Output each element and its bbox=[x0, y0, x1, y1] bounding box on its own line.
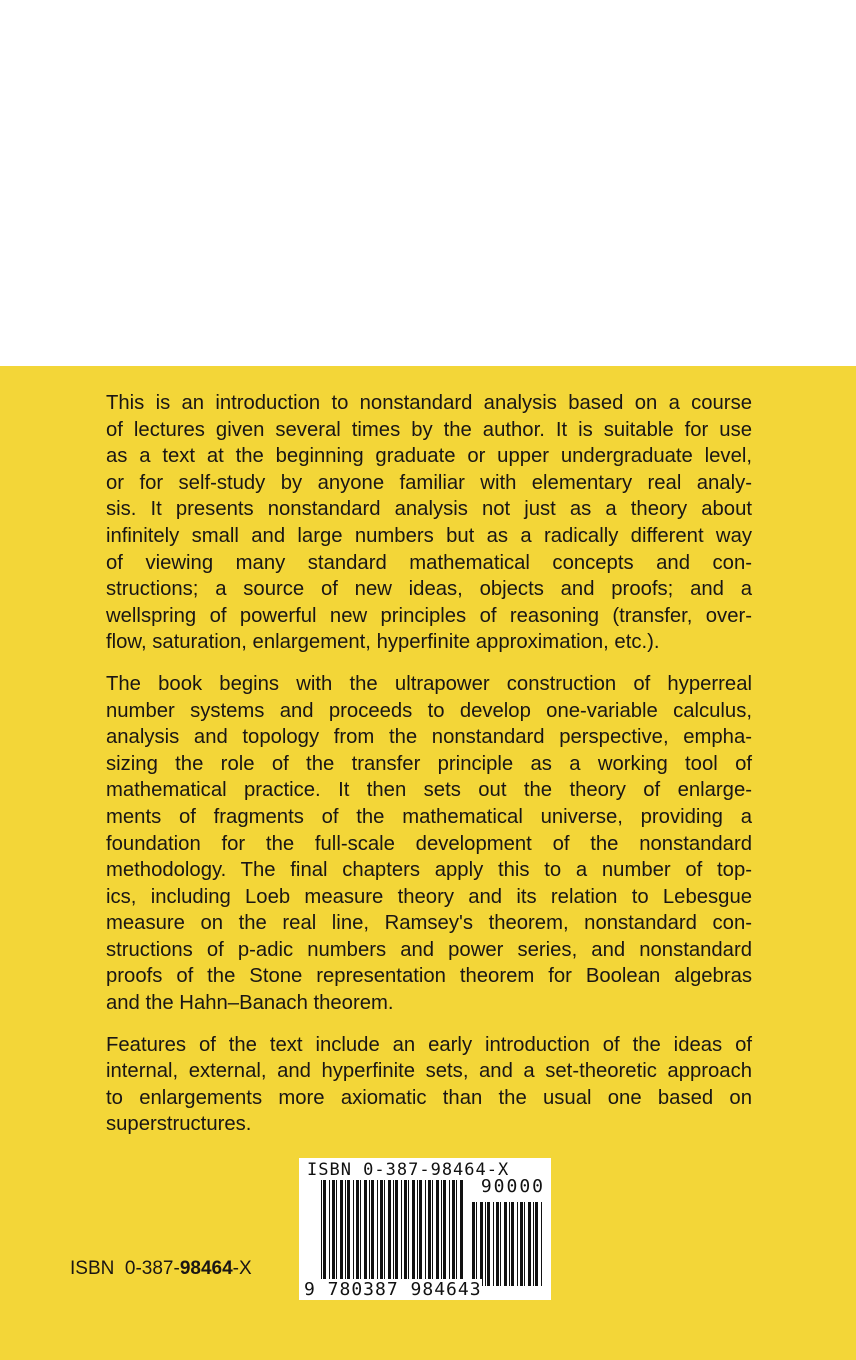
barcode-bar bbox=[452, 1180, 455, 1286]
barcode-bar bbox=[517, 1202, 518, 1286]
barcode-ean: 9 780387 984643 bbox=[304, 1279, 482, 1300]
blurb-line: foundation for the full-scale development of the nonstandard bbox=[106, 832, 752, 855]
blurb-line: analysis and topology from the nonstandard perspective, empha- bbox=[106, 726, 752, 749]
blurb-line: Features of the text include an early introduction of the ideas of bbox=[106, 1033, 752, 1056]
blank-top-area bbox=[0, 0, 856, 366]
barcode-bar bbox=[496, 1202, 499, 1286]
barcode-bar bbox=[528, 1202, 531, 1286]
blurb-line: ics, including Loeb measure theory and its relation to Lebesgue bbox=[106, 885, 752, 908]
barcode-bar bbox=[487, 1202, 490, 1286]
isbn-suffix: -X bbox=[232, 1258, 252, 1279]
barcode-bar bbox=[340, 1180, 343, 1286]
barcode-bar bbox=[500, 1202, 501, 1286]
barcode-bar bbox=[443, 1180, 446, 1286]
blurb-line: wellspring of powerful new principles of reasoning (transfer, over- bbox=[106, 604, 752, 627]
blurb-line: to enlargements more axiomatic than the usual one based on bbox=[106, 1086, 752, 1109]
blurb-line: The book begins with the ultrapower construction of hyperreal bbox=[106, 672, 752, 695]
barcode-bar bbox=[493, 1202, 494, 1286]
barcode-bar bbox=[336, 1180, 337, 1286]
barcode-bar bbox=[520, 1202, 523, 1286]
barcode-bar bbox=[369, 1180, 370, 1286]
blurb-paragraph bbox=[106, 671, 752, 1017]
barcode-bar bbox=[371, 1180, 374, 1286]
barcode-bar bbox=[393, 1180, 394, 1286]
barcode-bar bbox=[404, 1180, 407, 1286]
barcode-bar bbox=[384, 1180, 385, 1286]
barcode-bar bbox=[356, 1180, 359, 1286]
isbn-prefix: ISBN 0-387- bbox=[70, 1258, 180, 1279]
barcode-bar bbox=[456, 1180, 457, 1286]
barcode-bar bbox=[412, 1180, 415, 1286]
isbn-text bbox=[70, 1258, 252, 1280]
back-cover bbox=[0, 366, 856, 1360]
blurb-line: mathematical practice. It then sets out the theory of enlarge- bbox=[106, 779, 752, 802]
barcode-bar bbox=[541, 1202, 542, 1286]
barcode-bar bbox=[425, 1180, 426, 1286]
blurb-line: This is an introduction to nonstandard analysis based on a course bbox=[106, 392, 752, 414]
blurb-line: and the Hahn–Banach theorem. bbox=[106, 992, 394, 1015]
barcode-bar bbox=[360, 1180, 361, 1286]
barcode-bar bbox=[417, 1180, 418, 1286]
barcode-bar bbox=[449, 1180, 450, 1286]
barcode-bar bbox=[504, 1202, 507, 1286]
isbn-bold: 98464 bbox=[179, 1258, 233, 1279]
barcode-bar bbox=[353, 1180, 354, 1286]
barcode-bar bbox=[395, 1180, 398, 1286]
barcode-bar bbox=[332, 1180, 335, 1286]
barcode-bar bbox=[436, 1180, 439, 1286]
blurb-line: infinitely small and large numbers but as a radically different way bbox=[106, 524, 752, 547]
barcode-bar bbox=[428, 1180, 431, 1286]
blurb-line: ments of fragments of the mathematical universe, providing a bbox=[106, 805, 752, 828]
blurb-line: measure on the real line, Ramsey's theorem, nonstandard con- bbox=[106, 912, 752, 935]
blurb-line: sis. It presents nonstandard analysis not just as a theory about bbox=[106, 498, 752, 521]
blurb-line: of lectures given several times by the author. It is suitable for use bbox=[106, 418, 752, 441]
blurb-line: methodology. The final chapters apply this to a number of top- bbox=[106, 859, 752, 882]
blurb-line: flow, saturation, enlargement, hyperfinite approximation, etc.). bbox=[106, 631, 660, 654]
barcode bbox=[299, 1158, 551, 1300]
barcode-bar bbox=[480, 1202, 483, 1286]
blurb-line: internal, external, and hyperfinite sets, and a set-theoretic approach bbox=[106, 1060, 752, 1083]
barcode-bar bbox=[533, 1202, 534, 1286]
barcode-bar bbox=[408, 1180, 409, 1286]
cover-blurb bbox=[106, 390, 752, 1153]
barcode-bar bbox=[401, 1180, 402, 1286]
blurb-paragraph bbox=[106, 390, 752, 656]
blurb-line: or for self-study by anyone familiar with elementary real analy- bbox=[106, 471, 752, 494]
blurb-line: of viewing many standard mathematical concepts and con- bbox=[106, 551, 752, 574]
barcode-bar bbox=[524, 1202, 525, 1286]
barcode-isbn: ISBN 0-387-98464-X bbox=[307, 1160, 510, 1180]
barcode-bar bbox=[323, 1180, 326, 1286]
barcode-bar bbox=[472, 1202, 475, 1286]
blurb-line: number systems and proceeds to develop one-variable calculus, bbox=[106, 699, 752, 722]
barcode-bar bbox=[476, 1202, 477, 1286]
barcode-bar bbox=[321, 1180, 322, 1286]
barcode-bar bbox=[485, 1202, 486, 1286]
blurb-line: proofs of the Stone representation theorem for Boolean algebras bbox=[106, 965, 752, 988]
barcode-bar bbox=[460, 1180, 463, 1286]
barcode-bar bbox=[432, 1180, 433, 1286]
barcode-bar bbox=[535, 1202, 538, 1286]
blurb-line: sizing the role of the transfer principle as a working tool of bbox=[106, 752, 752, 775]
barcode-bar bbox=[345, 1180, 346, 1286]
blurb-line: structions of p-adic numbers and power series, and nonstandard bbox=[106, 938, 752, 961]
barcode-bar bbox=[441, 1180, 442, 1286]
barcode-bar bbox=[419, 1180, 422, 1286]
barcode-bar bbox=[347, 1180, 350, 1286]
barcode-bar bbox=[380, 1180, 383, 1286]
blurb-line: structions; a source of new ideas, objects and proofs; and a bbox=[106, 578, 752, 601]
blurb-paragraph bbox=[106, 1032, 752, 1138]
blurb-line: superstructures. bbox=[106, 1113, 252, 1136]
barcode-bar bbox=[388, 1180, 391, 1286]
blurb-line: as a text at the beginning graduate or upper undergraduate level, bbox=[106, 445, 752, 468]
barcode-bar bbox=[511, 1202, 514, 1286]
barcode-bar bbox=[509, 1202, 510, 1286]
barcode-bar bbox=[364, 1180, 367, 1286]
barcode-bar bbox=[329, 1180, 330, 1286]
barcode-bar bbox=[377, 1180, 378, 1286]
barcode-price: 90000 bbox=[480, 1176, 545, 1197]
